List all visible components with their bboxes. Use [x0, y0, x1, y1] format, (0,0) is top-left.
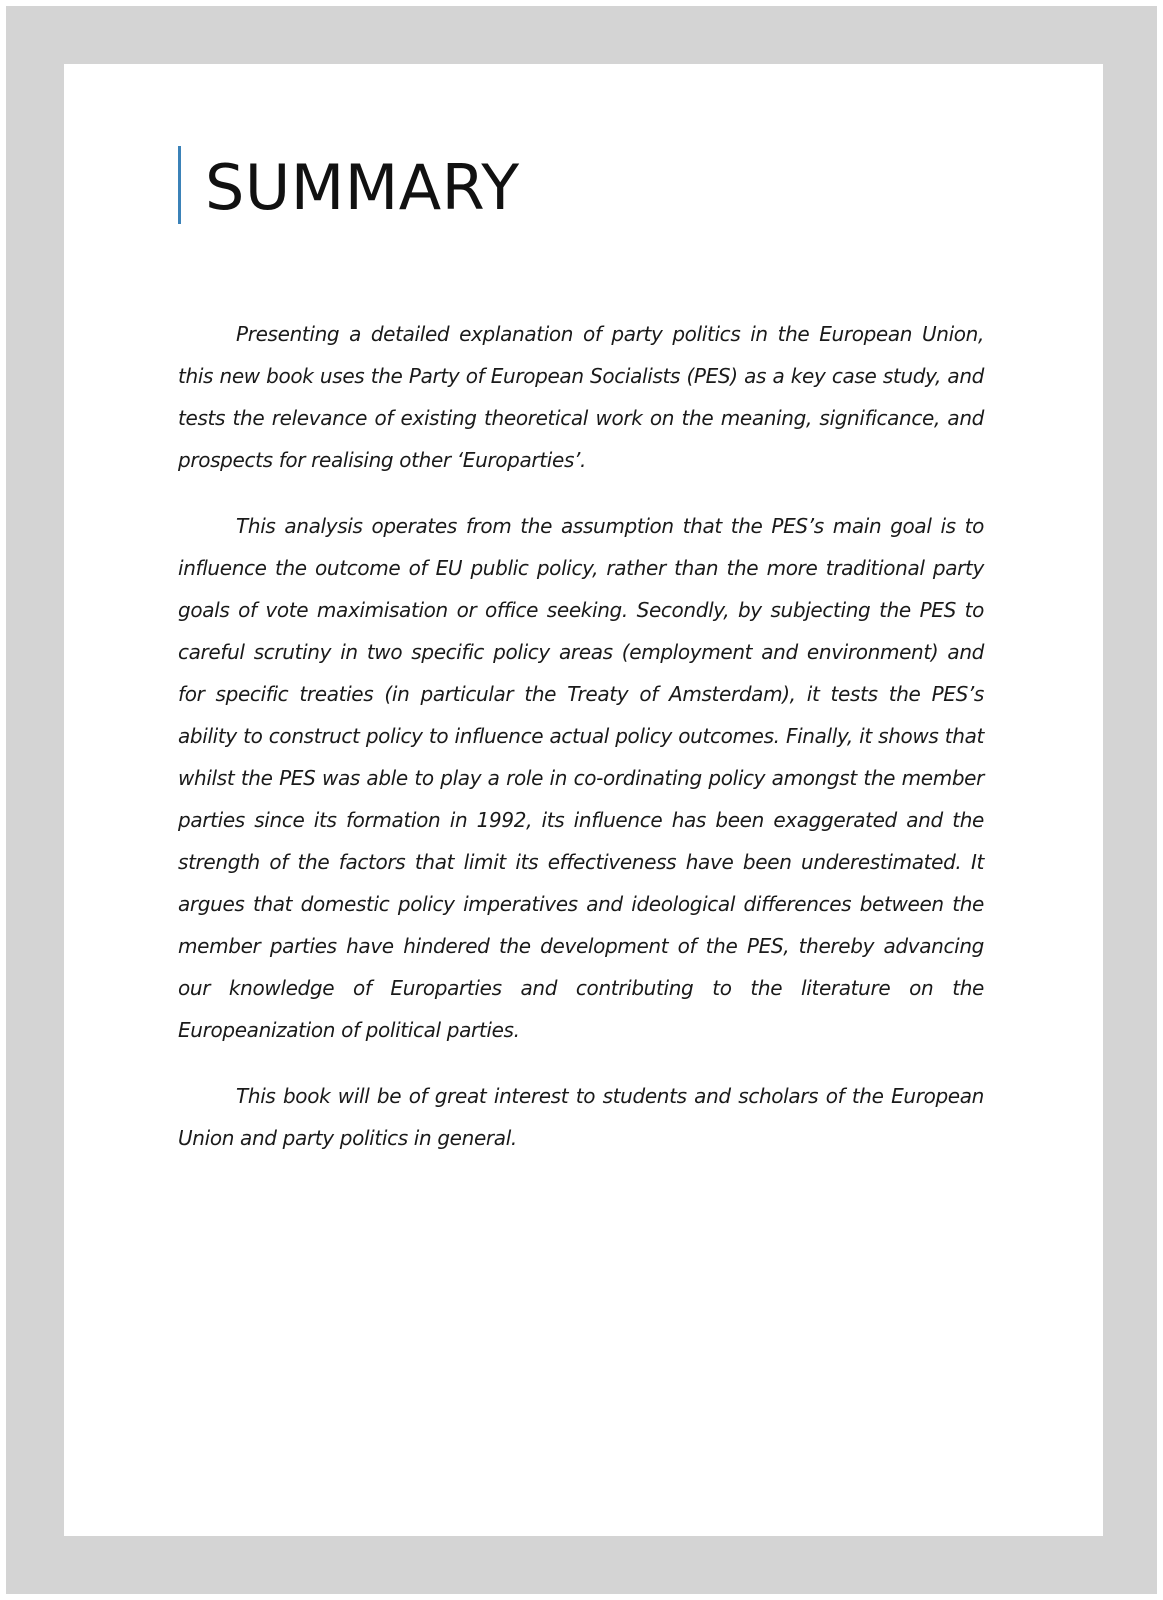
summary-paragraph-2: This analysis operates from the assumption that the PES’s main goal is to influence the outcome of EU public policy, rather than the more traditional party goals of vote maximisation or office seeking. Secondly, by subjecting the PES to careful scrutiny in two specific policy areas (employment and environment) and for specific treaties (in particular the Treaty of Amsterdam), it tests the PES’s ability to construct policy to influence actual policy outcomes. Finally, it shows that whilst the PES was able to play a role in co-ordinating policy amongst the member parties since its formation in 1992, its influence has been exaggerated and the strength of the factors that limit its effectiveness have been underestimated. It argues that domestic policy imperatives and ideological differences between the member parties have hindered the development of the PES, thereby advancing our knowledge of Europarties and contributing to the literature on the Europeanization of political parties. [178, 514, 984, 1042]
summary-paragraph-3: This book will be of great interest to students and scholars of the European Union and party politics in general. [178, 1084, 984, 1150]
title-accent-bar [178, 146, 181, 224]
summary-paragraph-1: Presenting a detailed explanation of party politics in the European Union, this new book uses the Party of European Socialists (PES) as a key case study, and tests the relevance of existing theoretical work on the meaning, significance, and prospects for realising other ‘Europarties’. [178, 322, 984, 472]
summary-body [178, 313, 984, 1183]
page-title: SUMMARY [205, 151, 520, 224]
